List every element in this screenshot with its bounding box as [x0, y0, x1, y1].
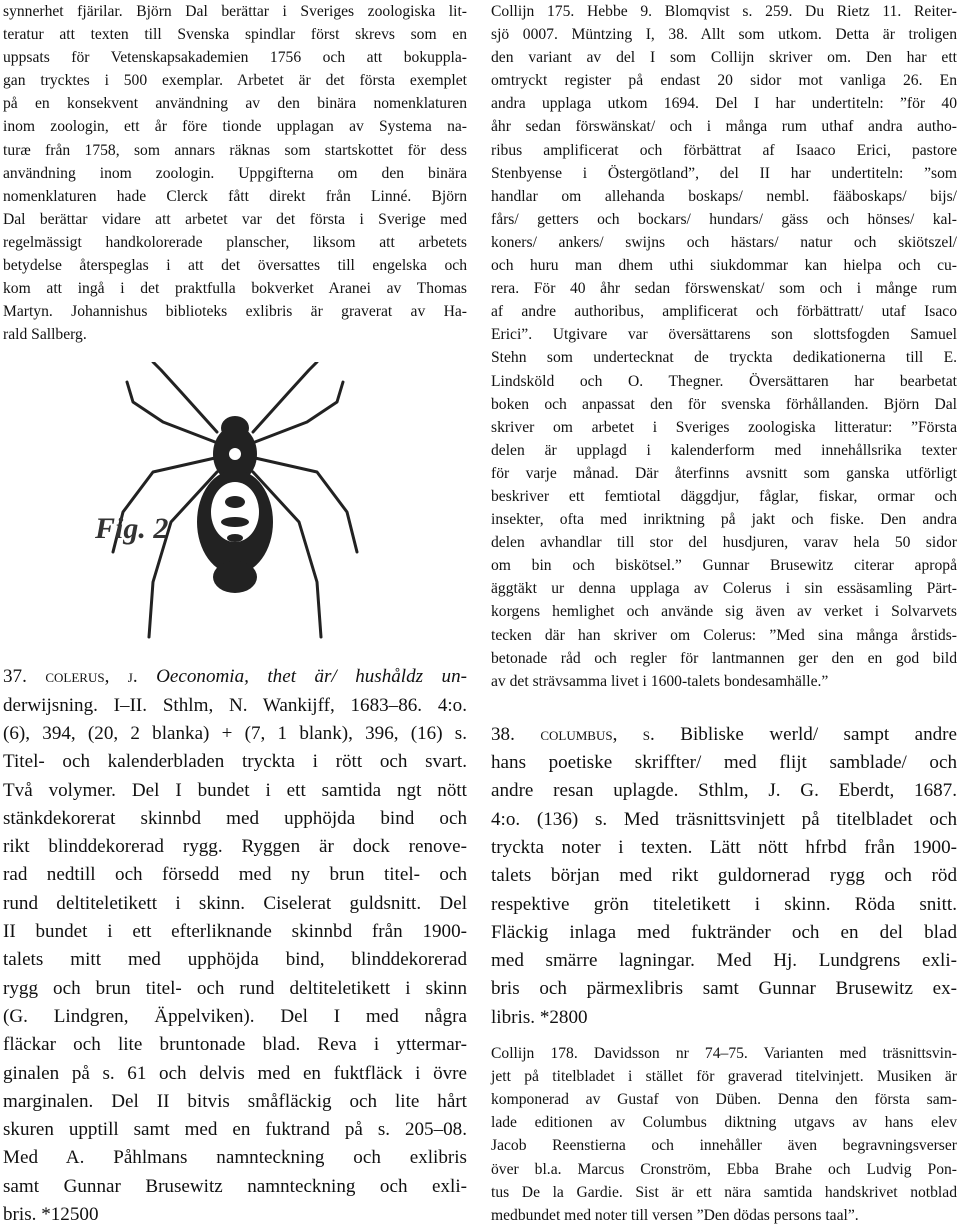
text-line: samt Gunnar Brusewitz namnteckning och exli- [3, 1175, 467, 1197]
text-line: rikt blinddekorerad rygg. Ryggen är dock renove- [3, 836, 467, 858]
text-line: rera. För 40 åhr sedan förswenskat/ som och i månge rum [491, 280, 957, 298]
text-line: II bundet i ett efterliknande skinnbd från 1900- [3, 921, 467, 943]
text-line: insekter, ofta med inriktning på jakt och fiske. Den andra [491, 511, 957, 529]
text-line: betydelse återspeglas i att det översattes till engelska och [3, 257, 467, 275]
lot-author: columbus, s. [540, 723, 655, 745]
lot-37-first-line [3, 663, 467, 691]
text-line: libris. [491, 1006, 536, 1028]
lot-38-last-line [491, 1004, 957, 1032]
text-line: tryckta noter i texten. Lätt nött hfrbd från 1900- [491, 837, 957, 858]
text-line: omtryckt register på endast 20 sidor mot vanliga 26. En [491, 72, 957, 90]
text-line: talets mitt med upphöjda bind, blinddekorerad [3, 949, 467, 971]
text-line: skuren upptill samt med en fuktrand på s. 205–08. [3, 1119, 467, 1141]
text-line: Titel- och kalenderbladen tryckta i rött och svart. [3, 751, 467, 773]
text-line: kom att ingå i det praktfulla bokverket Aranei av Thomas [3, 280, 467, 298]
text-line: den variant av del I som Collijn skriver om. Den har ett [491, 49, 957, 67]
text-line: regelmässigt handkolorerade planscher, liksom att arbetets [3, 233, 467, 251]
left-column [3, 0, 467, 1229]
text-line: Jacob Reenstierna och innehåller även begravningsverser [491, 1137, 957, 1155]
lot-38-entry [491, 721, 957, 1032]
text-line: uppsats för Vetenskapsakademien 1756 och att bokuppla- [3, 49, 467, 67]
text-line: Stehn som undertecknat de tryckta dedikationerna till E. [491, 349, 957, 367]
text-line: (G. Lindgren, Äppelviken). Del I med några [3, 1005, 467, 1027]
text-line: komponerad av Gustaf von Düben. Denna den första sam- [491, 1091, 957, 1109]
text-line: boken och anpassat den för svenska förhållanden. Björn Dal [491, 395, 957, 413]
text-line: andre resan uplagde. Sthlm, J. G. Eberdt, 1687. [491, 780, 957, 802]
lot-37-notes [491, 0, 957, 693]
lot-37-last-line [3, 1201, 467, 1229]
text-line: fårs/ getters och bockars/ hundars/ gäss och hönses/ kal- [491, 210, 957, 228]
text-line: respektive grön titeletikett i skinn. Röda snitt. [491, 893, 957, 915]
text-line: för varje månad. Där återfinns avsnitt som ganska utförligt [491, 464, 957, 482]
text-line: tecken där han skriver om Colerus: ”Med sina många årstids- [491, 626, 957, 644]
intro-paragraph [3, 0, 467, 346]
text-line: bris. [3, 1204, 37, 1226]
text-line: turæ från 1758, som annars räknas som startskottet för dess [3, 141, 467, 159]
text-line: andra upplaga utkom 1694. Del I har undertiteln: ”för 40 [491, 95, 957, 113]
text-line: äggtäkt ur denna upplaga av Colerus i sin essäsamling Pärt- [491, 580, 957, 598]
text-line: rald Sallberg. [3, 326, 87, 344]
text-line: derwijsning. I–II. Sthlm, N. Wankijff, 1683–86. 4:o. [3, 694, 467, 716]
text-line: användning inom zoologin. Uppgifterna om den binära [3, 164, 467, 182]
text-line: tus De la Gardie. Sist är ett nära samtida handskrivet notblad [491, 1183, 957, 1201]
lot-price: *12500 [41, 1204, 99, 1226]
text-line: koners/ ankers/ swijns och hästars/ natur och skiötszel/ [491, 233, 957, 251]
text-line: Collijn 178. Davidsson nr 74–75. Varianten med träsnittsvin- [491, 1045, 957, 1063]
lot-title: Bibliske werld/ sampt andre [680, 723, 958, 745]
right-column [491, 0, 957, 1227]
text-line: Två volymer. Del I bundet i ett samtida ngt nött [3, 779, 467, 801]
text-line: synnerhet fjärilar. Björn Dal berättar i Sveriges zoologiska lit- [3, 3, 467, 20]
text-line: delen avhandlar till stor del husdjuren, varav hela 50 sidor [491, 534, 957, 552]
text-line: (6), 394, (20, 2 blanka) + (7, 1 blank), 396, (16) s. [3, 723, 467, 744]
lot-number: 38. [491, 723, 515, 745]
text-line: och huru man dhem uthi siukdommar kan hielpa och cu- [491, 257, 957, 275]
text-line: rygg och brun titel- och rund deltiteletikett i skinn [3, 977, 467, 999]
text-line: jett på titelbladet i stället för graverad titelvinjett. Musiken är [491, 1068, 957, 1086]
text-line: på en konsekvent användning av den binära nomenklaturen [3, 95, 467, 113]
text-line: handlar om allehanda boskaps/ nembl. fääboskaps/ bijs/ [491, 187, 957, 205]
text-line: beskriver ett femtiotal däggdjur, fåglar, fiskar, ormar och [491, 487, 957, 505]
lot-37-entry [3, 663, 467, 1229]
text-line: rund deltiteletikett i skinn. Ciselerat guldsnitt. Del [3, 892, 467, 914]
text-line: Erici”. Utgivare var översättarens son slottsfogden Samuel [491, 326, 957, 344]
text-line: stänkdekorerat skinnbd med upphöjda bind och [3, 807, 467, 829]
text-line: med smärre lagningar. Med Hj. Lundgrens exli- [491, 950, 957, 972]
text-line: över bl.a. Marcus Cronström, Ebba Brahe och Ludvig Pon- [491, 1160, 957, 1178]
text-line: gan trycktes i 500 exemplar. Arbetet är det första exemplet [3, 72, 467, 90]
figure-label: Fig. 2 [95, 512, 169, 546]
text-line: ribus amplificerat och förbättrat af Isaaco Erici, pastore [491, 141, 957, 159]
lot-number: 37. [3, 666, 27, 688]
text-line: Collijn 175. Hebbe 9. Blomqvist s. 259. Du Rietz 11. Reiter- [491, 3, 957, 20]
lot-38-notes [491, 1042, 957, 1227]
text-line: skriver om arbetet i Sveriges zoologiska litteratur: ”Första [491, 418, 957, 436]
text-line: lade editionen av Columbus diktning utgavs av hans elev [491, 1114, 957, 1132]
lot-38-first-line [491, 721, 957, 749]
text-line: rad nedtill och försedd med ny brun titel- och [3, 864, 467, 886]
text-line: om bin och biskötsel.” Gunnar Brusewitz citerar apropå [491, 557, 957, 575]
text-line: åhr sedan förswänskat/ och i många rum uthaf andra autho- [491, 118, 957, 136]
text-line: delen är upplagd i kalenderform med innehållsrika texter [491, 441, 957, 459]
text-line: ginalen på s. 61 och delvis med en fuktfläck i övre [3, 1062, 467, 1084]
text-line: inom zoologin, ett år före tionde upplagan av Systema na- [3, 118, 467, 136]
spider-figure [3, 362, 467, 647]
text-line: Fläckig inlaga med fuktränder och en del blad [491, 921, 957, 943]
text-line: fläckar och lite bruntonade blad. Reva i yttermar- [3, 1034, 467, 1056]
text-line: talets början med rikt guldornerad rygg och röd [491, 865, 957, 887]
text-line: bris och pärmexlibris samt Gunnar Brusewitz ex- [491, 978, 957, 1000]
text-line: Med A. Påhlmans namnteckning och exlibris [3, 1147, 467, 1169]
text-line: Dal berättar vidare att arbetet var det första i Sverige med [3, 210, 467, 228]
text-line: korgens hemlighet och använde sig även av verket i Solvarvets [491, 603, 957, 621]
text-line: af andre authoribus, amplificerat och förbättratt/ utaf Isaco [491, 303, 957, 321]
lot-title: Oeconomia, thet är/ hushåldz un- [156, 666, 468, 688]
text-line: nomenklaturen hade Clerck fått direkt från Linné. Björn [3, 187, 467, 205]
lot-price: *2800 [539, 1006, 588, 1028]
text-line: sjö 0007. Müntzing I, 38. Allt som utkom. Detta är troligen [491, 26, 957, 44]
text-line: marginalen. Del II bitvis småfläckig och lite hårt [3, 1090, 467, 1112]
text-line: Martyn. Johannishus biblioteks exlibris är graverat av Ha- [3, 303, 467, 321]
lot-author: colerus, j. [45, 666, 138, 688]
text-line: av det strävsamma livet i 1600-talets bondesamhälle.” [491, 672, 829, 690]
text-line: teratur att texten till Svenska spindlar först skrevs som en [3, 26, 467, 44]
text-line: hans poetiske skriffter/ med flijt samblade/ och [491, 752, 957, 774]
text-line: Stenbyense i Östergötland”, del II har undertiteln: ”som [491, 164, 957, 182]
text-line: 4:o. (136) s. Med träsnittsvinjett på titelbladet och [491, 808, 957, 830]
text-line: medbundet med noter till versen ”Den dödas persons taal”. [491, 1206, 859, 1224]
spider-engraving-icon [3, 362, 467, 647]
text-line: Lindsköld och O. Thegner. Översättaren har bearbetat [491, 372, 957, 390]
text-line: betonade råd och regler för lantmannen ger den en god bild [491, 649, 957, 667]
